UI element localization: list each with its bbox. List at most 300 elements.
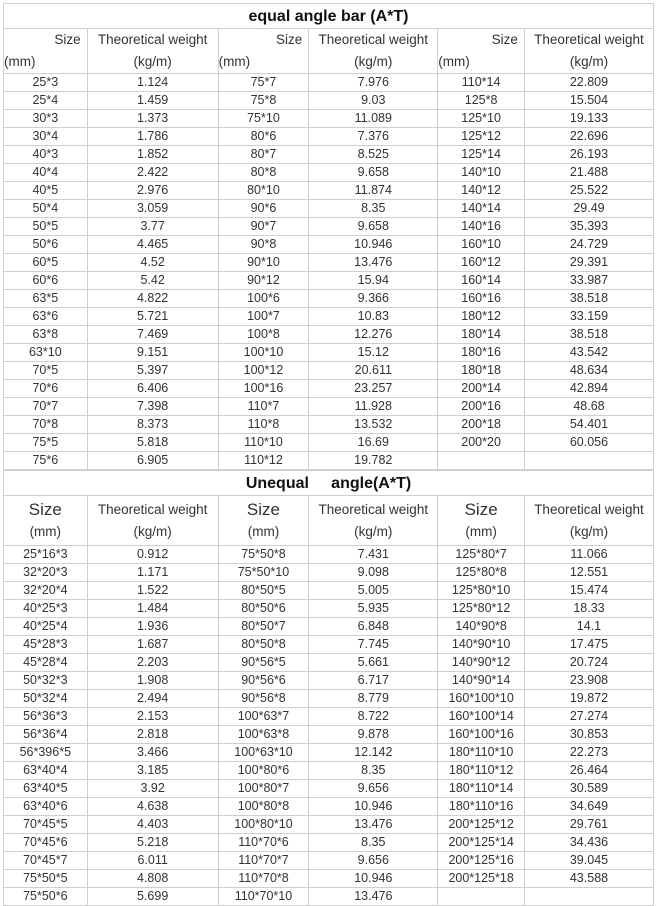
size-cell: 110*70*7 — [218, 852, 309, 870]
size-cell: 75*50*5 — [4, 870, 88, 888]
weight-cell: 9.658 — [309, 218, 438, 236]
weight-cell: 10.83 — [309, 308, 438, 326]
size-cell: 180*12 — [438, 308, 525, 326]
weight-cell: 8.722 — [309, 708, 438, 726]
table-row — [4, 146, 654, 164]
size-cell: 90*12 — [218, 272, 309, 290]
weight-cell: 9.03 — [309, 92, 438, 110]
size-cell: 160*100*16 — [438, 726, 525, 744]
weight-cell: 54.401 — [524, 416, 653, 434]
weight-cell: 2.976 — [87, 182, 218, 200]
weight-cell: 5.818 — [87, 434, 218, 452]
size-cell: 25*4 — [4, 92, 88, 110]
weight-cell: 3.185 — [87, 762, 218, 780]
weight-cell: 33.987 — [524, 272, 653, 290]
size-cell: 56*396*5 — [4, 744, 88, 762]
weight-cell: 27.274 — [524, 708, 653, 726]
weight-cell: 8.779 — [309, 690, 438, 708]
weight-cell: 38.518 — [524, 290, 653, 308]
size-cell: 100*10 — [218, 344, 309, 362]
weight-cell: 42.894 — [524, 380, 653, 398]
table-row — [4, 74, 654, 92]
weight-cell: 4.822 — [87, 290, 218, 308]
size-cell: 60*5 — [4, 254, 88, 272]
size-cell: 200*14 — [438, 380, 525, 398]
size-cell: 63*6 — [4, 308, 88, 326]
weight-cell: 13.532 — [309, 416, 438, 434]
weight-cell: 30.589 — [524, 780, 653, 798]
table-row — [4, 672, 654, 690]
size-cell: 50*32*3 — [4, 672, 88, 690]
weight-cell: 21.488 — [524, 164, 653, 182]
size-cell: 110*12 — [218, 452, 309, 470]
size-cell: 80*10 — [218, 182, 309, 200]
weight-cell: 7.469 — [87, 326, 218, 344]
size-cell: 32*20*4 — [4, 582, 88, 600]
size-cell: 125*8 — [438, 92, 525, 110]
size-cell: 180*16 — [438, 344, 525, 362]
weight-cell: 8.373 — [87, 416, 218, 434]
size-cell: 80*7 — [218, 146, 309, 164]
size-cell: 40*5 — [4, 182, 88, 200]
weight-cell: 7.431 — [309, 546, 438, 564]
table-row — [4, 798, 654, 816]
weight-cell: 5.397 — [87, 362, 218, 380]
size-cell: 100*63*8 — [218, 726, 309, 744]
table-row — [4, 816, 654, 834]
size-cell: 75*8 — [218, 92, 309, 110]
size-cell: 140*90*10 — [438, 636, 525, 654]
weight-cell: 23.257 — [309, 380, 438, 398]
weight-cell: 1.459 — [87, 92, 218, 110]
size-cell: 45*28*4 — [4, 654, 88, 672]
table-row — [4, 564, 654, 582]
weight-cell: 48.634 — [524, 362, 653, 380]
weight-cell: 1.171 — [87, 564, 218, 582]
header-size: Size (mm) — [4, 496, 88, 546]
header-weight: Theoretical weight (kg/m) — [524, 29, 653, 74]
weight-cell: 13.476 — [309, 816, 438, 834]
weight-cell: 19.133 — [524, 110, 653, 128]
weight-cell: 3.92 — [87, 780, 218, 798]
size-cell: 110*14 — [438, 74, 525, 92]
size-cell: 75*5 — [4, 434, 88, 452]
weight-cell: 10.946 — [309, 236, 438, 254]
weight-cell: 4.465 — [87, 236, 218, 254]
equal-angle-title: equal angle bar (A*T) — [4, 4, 654, 29]
weight-cell: 13.476 — [309, 254, 438, 272]
table-row — [4, 834, 654, 852]
size-cell: 90*56*8 — [218, 690, 309, 708]
size-cell: 80*50*6 — [218, 600, 309, 618]
size-cell: 110*10 — [218, 434, 309, 452]
size-cell: 80*50*8 — [218, 636, 309, 654]
size-cell: 50*5 — [4, 218, 88, 236]
table-row — [4, 708, 654, 726]
size-cell: 75*50*6 — [4, 888, 88, 906]
equal-angle-table — [3, 3, 654, 470]
size-cell: 60*6 — [4, 272, 88, 290]
weight-cell: 5.42 — [87, 272, 218, 290]
weight-cell: 26.193 — [524, 146, 653, 164]
size-cell: 80*8 — [218, 164, 309, 182]
size-cell: 180*18 — [438, 362, 525, 380]
size-cell: 50*4 — [4, 200, 88, 218]
weight-cell: 1.687 — [87, 636, 218, 654]
size-cell: 100*80*6 — [218, 762, 309, 780]
size-cell: 50*32*4 — [4, 690, 88, 708]
size-cell: 140*10 — [438, 164, 525, 182]
size-cell: 125*80*8 — [438, 564, 525, 582]
weight-cell: 9.366 — [309, 290, 438, 308]
weight-cell: 9.098 — [309, 564, 438, 582]
size-cell: 40*3 — [4, 146, 88, 164]
table-row — [4, 690, 654, 708]
size-cell: 45*28*3 — [4, 636, 88, 654]
size-cell: 80*50*7 — [218, 618, 309, 636]
size-cell: 70*45*7 — [4, 852, 88, 870]
size-cell: 160*100*10 — [438, 690, 525, 708]
table-row — [4, 344, 654, 362]
size-cell: 160*10 — [438, 236, 525, 254]
weight-cell: 9.151 — [87, 344, 218, 362]
table-row — [4, 780, 654, 798]
size-cell: 90*56*5 — [218, 654, 309, 672]
weight-cell: 4.638 — [87, 798, 218, 816]
size-cell: 40*25*4 — [4, 618, 88, 636]
header-size: Size (mm) — [4, 29, 88, 74]
weight-cell: 30.853 — [524, 726, 653, 744]
size-cell: 125*12 — [438, 128, 525, 146]
size-cell: 70*7 — [4, 398, 88, 416]
weight-cell: 39.045 — [524, 852, 653, 870]
weight-cell: 15.94 — [309, 272, 438, 290]
size-cell: 32*20*3 — [4, 564, 88, 582]
weight-cell: 13.476 — [309, 888, 438, 906]
size-cell: 30*3 — [4, 110, 88, 128]
size-cell: 140*14 — [438, 200, 525, 218]
size-cell: 200*125*14 — [438, 834, 525, 852]
table-row — [4, 272, 654, 290]
weight-cell: 22.809 — [524, 74, 653, 92]
size-cell: 200*16 — [438, 398, 525, 416]
weight-cell: 43.588 — [524, 870, 653, 888]
weight-cell: 19.872 — [524, 690, 653, 708]
weight-cell: 12.142 — [309, 744, 438, 762]
size-cell: 63*5 — [4, 290, 88, 308]
weight-cell: 9.656 — [309, 780, 438, 798]
table-row — [4, 236, 654, 254]
weight-cell: 5.721 — [87, 308, 218, 326]
weight-cell: 15.474 — [524, 582, 653, 600]
table-row — [4, 92, 654, 110]
header-size: Size (mm) — [218, 496, 309, 546]
weight-cell: 29.761 — [524, 816, 653, 834]
size-cell: 63*40*4 — [4, 762, 88, 780]
table-row — [4, 618, 654, 636]
table-row — [4, 128, 654, 146]
size-cell: 80*50*5 — [218, 582, 309, 600]
weight-cell: 5.935 — [309, 600, 438, 618]
header-size: Size (mm) — [438, 29, 525, 74]
weight-cell: 6.406 — [87, 380, 218, 398]
weight-cell: 1.522 — [87, 582, 218, 600]
size-cell: 40*25*3 — [4, 600, 88, 618]
size-cell: 110*7 — [218, 398, 309, 416]
size-cell: 180*110*14 — [438, 780, 525, 798]
weight-cell: 2.818 — [87, 726, 218, 744]
size-cell: 180*110*12 — [438, 762, 525, 780]
size-cell: 140*90*14 — [438, 672, 525, 690]
size-cell: 56*36*3 — [4, 708, 88, 726]
weight-cell: 26.464 — [524, 762, 653, 780]
size-cell: 70*5 — [4, 362, 88, 380]
size-cell: 125*80*7 — [438, 546, 525, 564]
weight-cell: 9.658 — [309, 164, 438, 182]
size-cell: 200*125*12 — [438, 816, 525, 834]
weight-cell: 11.066 — [524, 546, 653, 564]
size-cell: 75*6 — [4, 452, 88, 470]
weight-cell: 29.49 — [524, 200, 653, 218]
weight-cell: 1.484 — [87, 600, 218, 618]
size-cell: 200*18 — [438, 416, 525, 434]
size-cell: 125*80*12 — [438, 600, 525, 618]
size-cell: 160*14 — [438, 272, 525, 290]
size-cell: 110*70*8 — [218, 870, 309, 888]
size-cell: 140*90*8 — [438, 618, 525, 636]
size-cell: 100*16 — [218, 380, 309, 398]
table-row — [4, 398, 654, 416]
weight-cell: 10.946 — [309, 798, 438, 816]
weight-cell: 6.717 — [309, 672, 438, 690]
weight-cell: 17.475 — [524, 636, 653, 654]
size-cell: 25*16*3 — [4, 546, 88, 564]
weight-cell: 4.808 — [87, 870, 218, 888]
size-cell: 100*80*8 — [218, 798, 309, 816]
table-row — [4, 762, 654, 780]
weight-cell: 11.928 — [309, 398, 438, 416]
size-cell: 140*12 — [438, 182, 525, 200]
weight-cell: 5.661 — [309, 654, 438, 672]
weight-cell: 24.729 — [524, 236, 653, 254]
weight-cell: 8.35 — [309, 762, 438, 780]
table-row — [4, 326, 654, 344]
table-row — [4, 582, 654, 600]
weight-cell: 12.551 — [524, 564, 653, 582]
weight-cell: 48.68 — [524, 398, 653, 416]
weight-cell: 8.525 — [309, 146, 438, 164]
weight-cell: 1.786 — [87, 128, 218, 146]
weight-cell: 29.391 — [524, 254, 653, 272]
table-row — [4, 870, 654, 888]
weight-cell: 2.422 — [87, 164, 218, 182]
weight-cell: 11.874 — [309, 182, 438, 200]
size-cell: 160*100*14 — [438, 708, 525, 726]
size-cell: 63*40*6 — [4, 798, 88, 816]
size-cell: 100*80*10 — [218, 816, 309, 834]
weight-cell: 2.494 — [87, 690, 218, 708]
weight-cell: 9.656 — [309, 852, 438, 870]
table-row — [4, 452, 654, 470]
weight-cell: 1.852 — [87, 146, 218, 164]
table-row — [4, 434, 654, 452]
size-cell: 110*70*10 — [218, 888, 309, 906]
size-cell: 160*16 — [438, 290, 525, 308]
table-row — [4, 600, 654, 618]
size-cell: 70*6 — [4, 380, 88, 398]
table-row — [4, 182, 654, 200]
size-cell: 100*12 — [218, 362, 309, 380]
weight-cell: 3.466 — [87, 744, 218, 762]
size-cell: 90*10 — [218, 254, 309, 272]
size-cell: 100*63*7 — [218, 708, 309, 726]
weight-cell: 60.056 — [524, 434, 653, 452]
size-cell: 160*12 — [438, 254, 525, 272]
table-row — [4, 380, 654, 398]
weight-cell: 1.908 — [87, 672, 218, 690]
table-row — [4, 254, 654, 272]
weight-cell: 20.724 — [524, 654, 653, 672]
weight-cell: 5.699 — [87, 888, 218, 906]
weight-cell: 2.203 — [87, 654, 218, 672]
weight-cell: 35.393 — [524, 218, 653, 236]
header-weight: Theoretical weight (kg/m) — [309, 29, 438, 74]
size-cell: 140*90*12 — [438, 654, 525, 672]
weight-cell: 34.649 — [524, 798, 653, 816]
table-row — [4, 852, 654, 870]
weight-cell: 6.011 — [87, 852, 218, 870]
table-row — [4, 218, 654, 236]
header-weight: Theoretical weight (kg/m) — [309, 496, 438, 546]
weight-cell: 34.436 — [524, 834, 653, 852]
size-cell: 180*110*10 — [438, 744, 525, 762]
size-cell: 63*8 — [4, 326, 88, 344]
size-cell: 75*50*10 — [218, 564, 309, 582]
weight-cell: 8.35 — [309, 834, 438, 852]
weight-cell: 22.273 — [524, 744, 653, 762]
size-cell: 70*8 — [4, 416, 88, 434]
size-cell: 100*63*10 — [218, 744, 309, 762]
table-row — [4, 362, 654, 380]
weight-cell: 11.089 — [309, 110, 438, 128]
size-cell: 200*125*16 — [438, 852, 525, 870]
table-row — [4, 164, 654, 182]
weight-cell: 1.936 — [87, 618, 218, 636]
size-cell: 200*125*18 — [438, 870, 525, 888]
size-cell: 180*14 — [438, 326, 525, 344]
weight-cell: 2.153 — [87, 708, 218, 726]
header-size: Size (mm) — [218, 29, 309, 74]
header-weight: Theoretical weight (kg/m) — [87, 29, 218, 74]
weight-cell: 5.218 — [87, 834, 218, 852]
size-cell: 200*20 — [438, 434, 525, 452]
header-weight: Theoretical weight (kg/m) — [87, 496, 218, 546]
weight-cell: 3.059 — [87, 200, 218, 218]
table-row — [4, 654, 654, 672]
size-cell: 56*36*4 — [4, 726, 88, 744]
unequal-angle-title: Unequal angle(A*T) — [4, 471, 654, 496]
weight-cell: 15.504 — [524, 92, 653, 110]
weight-cell: 7.745 — [309, 636, 438, 654]
weight-cell: 15.12 — [309, 344, 438, 362]
table-row — [4, 636, 654, 654]
size-cell: 75*50*8 — [218, 546, 309, 564]
size-cell: 70*45*6 — [4, 834, 88, 852]
weight-cell: 25.522 — [524, 182, 653, 200]
size-cell: 100*8 — [218, 326, 309, 344]
weight-cell: 4.403 — [87, 816, 218, 834]
weight-cell: 23.908 — [524, 672, 653, 690]
weight-cell: 9.878 — [309, 726, 438, 744]
size-cell: 100*7 — [218, 308, 309, 326]
size-cell: 100*6 — [218, 290, 309, 308]
weight-cell: 20.611 — [309, 362, 438, 380]
table-row — [4, 200, 654, 218]
weight-cell: 7.376 — [309, 128, 438, 146]
weight-cell: 18.33 — [524, 600, 653, 618]
table-row — [4, 290, 654, 308]
size-cell: 50*6 — [4, 236, 88, 254]
table-row — [4, 744, 654, 762]
weight-cell: 5.005 — [309, 582, 438, 600]
weight-cell: 12.276 — [309, 326, 438, 344]
weight-cell: 6.848 — [309, 618, 438, 636]
size-cell: 110*8 — [218, 416, 309, 434]
weight-cell: 4.52 — [87, 254, 218, 272]
weight-cell: 22.696 — [524, 128, 653, 146]
size-cell: 40*4 — [4, 164, 88, 182]
table-row — [4, 546, 654, 564]
size-cell: 70*45*5 — [4, 816, 88, 834]
weight-cell: 8.35 — [309, 200, 438, 218]
size-cell: 75*10 — [218, 110, 309, 128]
size-cell: 100*80*7 — [218, 780, 309, 798]
size-cell: 125*10 — [438, 110, 525, 128]
weight-cell: 6.905 — [87, 452, 218, 470]
size-cell: 90*7 — [218, 218, 309, 236]
size-cell: 180*110*16 — [438, 798, 525, 816]
size-cell: 110*70*6 — [218, 834, 309, 852]
size-cell: 63*10 — [4, 344, 88, 362]
header-weight: Theoretical weight (kg/m) — [524, 496, 653, 546]
size-cell: 90*56*6 — [218, 672, 309, 690]
size-cell: 90*8 — [218, 236, 309, 254]
table-row — [4, 110, 654, 128]
weight-cell: 19.782 — [309, 452, 438, 470]
size-cell: 125*14 — [438, 146, 525, 164]
weight-cell: 1.124 — [87, 74, 218, 92]
size-cell — [438, 452, 525, 470]
size-cell: 125*80*10 — [438, 582, 525, 600]
size-cell: 30*4 — [4, 128, 88, 146]
weight-cell: 10.946 — [309, 870, 438, 888]
table-row — [4, 308, 654, 326]
weight-cell: 43.542 — [524, 344, 653, 362]
table-row — [4, 416, 654, 434]
weight-cell — [524, 452, 653, 470]
unequal-angle-table — [3, 470, 654, 906]
size-cell: 140*16 — [438, 218, 525, 236]
weight-cell: 14.1 — [524, 618, 653, 636]
weight-cell: 7.976 — [309, 74, 438, 92]
weight-cell: 3.77 — [87, 218, 218, 236]
weight-cell: 16.69 — [309, 434, 438, 452]
header-size: Size (mm) — [438, 496, 525, 546]
weight-cell: 1.373 — [87, 110, 218, 128]
size-cell: 80*6 — [218, 128, 309, 146]
weight-cell: 38.518 — [524, 326, 653, 344]
weight-cell: 33.159 — [524, 308, 653, 326]
